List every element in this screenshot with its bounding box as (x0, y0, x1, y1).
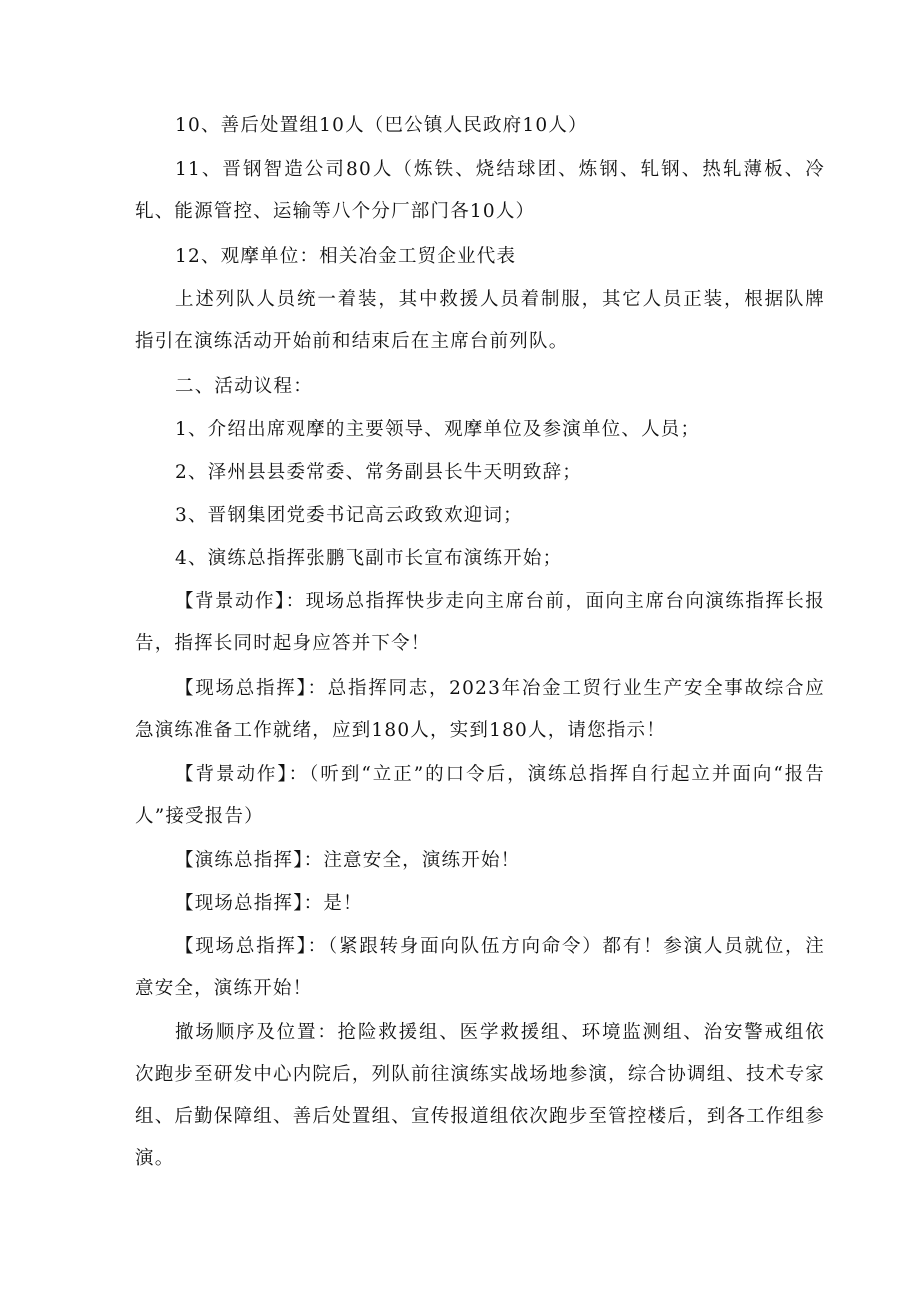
paragraph-background-action-1: 【背景动作】：现场总指挥快步走向主席台前，面向主席台向演练指挥长报告，指挥长同时起身应答并下令！ (135, 591, 825, 654)
paragraph-agenda-item-1: 1、介绍出席观摩的主要领导、观摩单位及参演单位、人员； (175, 419, 701, 440)
paragraph-agenda-item-2: 2、泽州县县委常委、常务副县长牛天明致辞； (175, 462, 582, 483)
paragraph-aftermath-group: 10、善后处置组10人（巴公镇人民政府10人） (175, 115, 588, 136)
paragraph-field-commander-order: 【现场总指挥】：（紧跟转身面向队伍方向命令）都有！参演人员就位，注意安全，演练开始！ (135, 936, 825, 999)
paragraph-background-action-2: 【背景动作】：（听到“立正”的口令后，演练总指挥自行起立并面向“报告人”接受报告） (135, 764, 825, 827)
paragraph-field-commander-yes: 【现场总指挥】：是！ (175, 893, 363, 914)
paragraph-agenda-heading: 二、活动议程： (175, 376, 313, 397)
paragraph-field-commander-report: 【现场总指挥】：总指挥同志，2023年冶金工贸行业生产安全事故综合应急演练准备工作就绪，应到180人，实到180人，请您指示！ (135, 678, 825, 741)
paragraph-jingang-company: 11、晋钢智造公司80人（炼铁、烧结球团、炼钢、轧钢、热轧薄板、冷轧、能源管控、运输等八个分厂部门各10人） (135, 159, 825, 222)
paragraph-agenda-item-3: 3、晋钢集团党委书记高云政致欢迎词； (175, 505, 523, 526)
paragraph-observer-units: 12、观摩单位：相关冶金工贸企业代表 (175, 246, 517, 267)
paragraph-withdrawal-order: 撤场顺序及位置：抢险救援组、医学救援组、环境监测组、治安警戒组依次跑步至研发中心内院后，列队前往演练实战场地参演，综合协调组、技术专家组、后勤保障组、善后处置组、宣传报道组依次跑步至管控楼后，到各工作组参演。 (135, 1022, 825, 1169)
paragraph-agenda-item-4: 4、演练总指挥张鹏飞副市长宣布演练开始； (175, 548, 563, 569)
paragraph-lineup-dress: 上述列队人员统一着装，其中救援人员着制服，其它人员正装，根据队牌指引在演练活动开始前和结束后在主席台前列队。 (135, 289, 825, 352)
paragraph-drill-commander: 【演练总指挥】：注意安全，演练开始！ (175, 850, 521, 871)
